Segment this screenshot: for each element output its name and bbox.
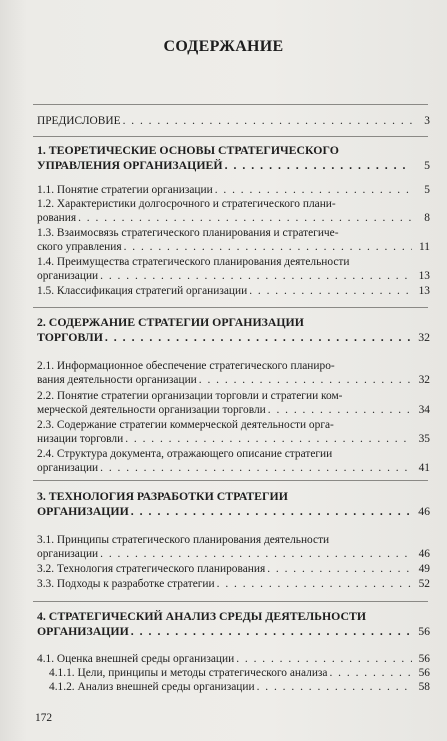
- page-ref: 56: [418, 624, 430, 638]
- page-title: СОДЕРЖАНИЕ: [163, 38, 284, 55]
- divider: [33, 601, 428, 602]
- toc-subitem: 4.1.1. Цели, принципы и методы стратегического анализа . . . 56: [37, 666, 430, 680]
- divider: [33, 480, 428, 481]
- toc-item: 2.2. Понятие стратегии организации торговли и стратегии ком- мерческой деятельности организации торговли . . . 34: [37, 389, 430, 417]
- toc-item: 2.1. Информационное обеспечение стратегического планиро- вания деятельности организации . . . 32: [37, 359, 430, 387]
- toc-item: 4.1. Оценка внешней среды организации . . . 56: [37, 652, 430, 666]
- toc-item: 1.2. Характеристики долгосрочного и стратегического плани- рования . . . 8: [37, 197, 430, 225]
- toc-chapter-3: 3. ТЕХНОЛОГИЯ РАЗРАБОТКИ СТРАТЕГИИ ОРГАНИЗАЦИИ . . . 46: [37, 489, 430, 519]
- toc-item: 3.2. Технология стратегического планирования . . . 49: [37, 562, 430, 576]
- page-ref: 5: [424, 158, 430, 172]
- toc-item: 2.4. Структура документа, отражающего описание стратегии организации . . . 41: [37, 447, 430, 475]
- page-number: 172: [35, 712, 53, 724]
- toc-subitem: 4.1.2. Анализ внешней среды организации . . . 58: [37, 680, 430, 694]
- toc-item: 2.3. Содержание стратегии коммерческой деятельности орга- низации торговли . . . 35: [37, 418, 430, 446]
- divider: [33, 104, 428, 105]
- toc-chapter-1: 1. ТЕОРЕТИЧЕСКИЕ ОСНОВЫ СТРАТЕГИЧЕСКОГО УПРАВЛЕНИЯ ОРГАНИЗАЦИЕЙ . . . 5: [37, 143, 430, 173]
- toc-item: 1.3. Взаимосвязь стратегического планирования и стратегиче- ского управления . . . 11: [37, 226, 430, 254]
- toc-chapter-2: 2. СОДЕРЖАНИЕ СТРАТЕГИИ ОРГАНИЗАЦИИ ТОРГОВЛИ . . . 32: [37, 315, 430, 345]
- toc-chapter-4: 4. СТРАТЕГИЧЕСКИЙ АНАЛИЗ СРЕДЫ ДЕЯТЕЛЬНОСТИ ОРГАНИЗАЦИИ . . . 56: [37, 609, 430, 639]
- page-ref: 3: [424, 115, 430, 127]
- toc-entry-preface: ПРЕДИСЛОВИЕ . . . 3: [37, 114, 430, 128]
- toc-item: 1.5. Классификация стратегий организации . . . 13: [37, 284, 430, 298]
- page-ref: 46: [418, 504, 430, 518]
- toc-item: 3.1. Принципы стратегического планирования деятельности организации . . . 46: [37, 533, 430, 561]
- toc-item: 3.3. Подходы к разработке стратегии . . . 52: [37, 577, 430, 591]
- toc-item: 1.1. Понятие стратегии организации . . . 5: [37, 183, 430, 197]
- divider: [33, 136, 428, 137]
- page-ref: 32: [418, 330, 430, 344]
- divider: [33, 307, 428, 308]
- toc-item: 1.4. Преимущества стратегического планирования деятельности организации . . . 13: [37, 255, 430, 283]
